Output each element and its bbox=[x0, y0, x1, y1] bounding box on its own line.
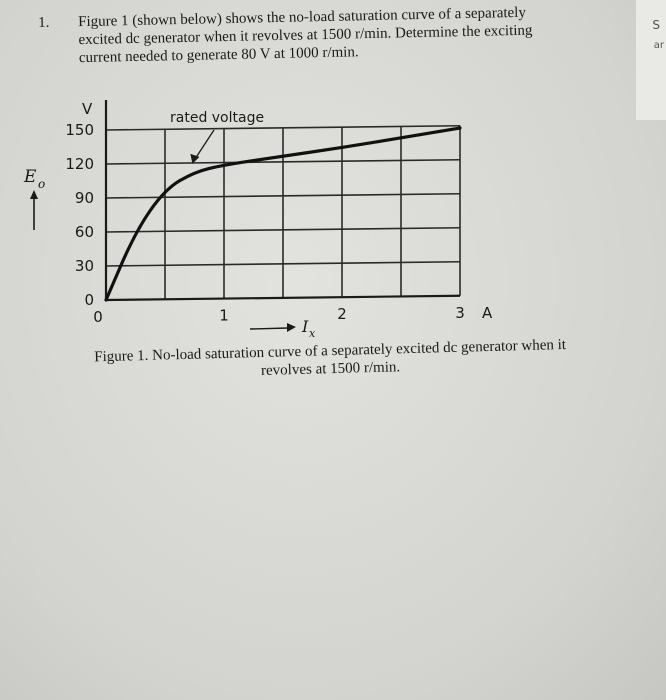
x-axis-symbol: I bbox=[302, 317, 309, 336]
y-axis-arrow-head bbox=[30, 190, 38, 199]
grid bbox=[106, 126, 460, 300]
rated-voltage-label: rated voltage bbox=[170, 110, 265, 126]
x-unit-label: A bbox=[482, 303, 493, 322]
figure-caption-text: Figure 1. No-load saturation curve of a separately excited dc generator when it revolves at 1500 r/min. bbox=[94, 336, 567, 379]
tick-labels bbox=[65, 121, 464, 326]
x-tick-label: 3 bbox=[455, 303, 465, 322]
question-text: Figure 1 (shown below) shows the no-load saturation curve of a separately excited dc generator when it revolves at 1500 r/min. Determine the exciting current needed to generate 80 V at 1000 r/min. bbox=[78, 4, 533, 67]
y-axis-symbol: E bbox=[24, 167, 37, 187]
x-axis-label bbox=[250, 317, 316, 340]
y-unit-label: V bbox=[82, 100, 93, 118]
x-tick-label: 0 bbox=[93, 308, 103, 326]
rated-voltage-pointer bbox=[196, 130, 214, 157]
y-axis-label bbox=[23, 167, 45, 230]
question-number: 1. bbox=[38, 14, 50, 31]
y-axis-subscript: o bbox=[38, 177, 46, 191]
x-axis-arrow-line bbox=[250, 328, 288, 329]
edge-mark-1: S bbox=[652, 18, 660, 32]
rated-voltage-annotation bbox=[170, 110, 264, 164]
y-tick-label: 0 bbox=[84, 291, 94, 309]
y-tick-label: 120 bbox=[65, 155, 94, 173]
edge-mark-2: ar bbox=[653, 40, 664, 51]
x-tick-label: 2 bbox=[337, 305, 347, 324]
y-tick-label: 60 bbox=[74, 223, 94, 241]
y-tick-label: 90 bbox=[74, 189, 94, 207]
y-tick-label: 30 bbox=[74, 257, 94, 275]
x-tick-label: 1 bbox=[219, 306, 229, 325]
x-axis-arrow-head bbox=[287, 323, 296, 332]
y-tick-label: 150 bbox=[65, 121, 94, 139]
x-axis-subscript: x bbox=[309, 327, 316, 340]
